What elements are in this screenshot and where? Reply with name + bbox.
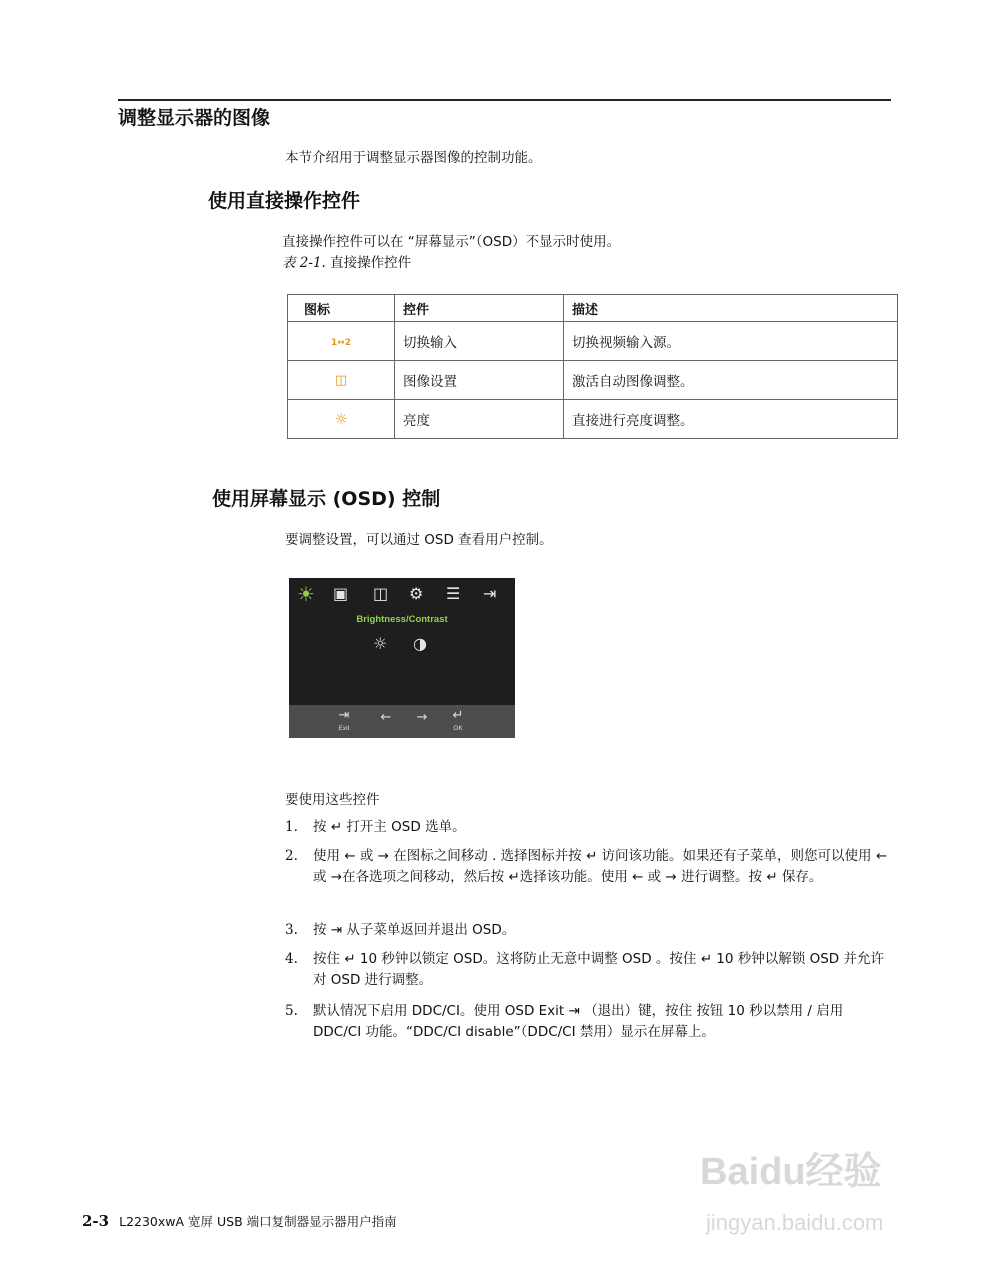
section-rule	[118, 99, 891, 101]
input-switch-icon: 1↔2	[330, 338, 352, 348]
control-name: 亮度	[395, 400, 564, 439]
usage-lead: 要使用这些控件	[285, 792, 380, 808]
contrast-setting-icon: ◑	[413, 634, 427, 653]
options-icon: ⚙	[409, 584, 424, 603]
exit-label: Exit	[338, 725, 350, 732]
osd-screenshot	[289, 578, 515, 738]
brightness-setting-icon: ☼	[373, 634, 388, 653]
table-caption	[282, 251, 411, 271]
page-number: 2-3	[82, 1212, 110, 1230]
control-description: 直接进行亮度调整。	[564, 400, 898, 439]
control-description: 切换视频输入源。	[564, 322, 898, 361]
direct-controls-heading: 使用直接操作控件	[208, 190, 361, 212]
right-arrow-icon: →	[416, 710, 428, 725]
watermark-logo: Baidu经验	[700, 1151, 882, 1193]
table-caption-number: 表 2-1.	[282, 255, 326, 271]
image-setup-icon: ◫	[373, 584, 389, 603]
footer-title: L2230xwA 宽屏 USB 端口复制器显示器用户指南	[119, 1214, 397, 1229]
exit-button-icon: ⇥	[338, 708, 350, 723]
osd-text: 要调整设置，可以通过 OSD 查看用户控制。	[285, 532, 553, 548]
osd-button-bar	[289, 705, 515, 738]
page-footer	[82, 1212, 397, 1230]
table-header-row	[288, 295, 898, 322]
osd-heading: 使用屏幕显示 (OSD) 控制	[212, 488, 441, 510]
brightness-icon: ☼	[334, 410, 348, 428]
header-description: 描述	[564, 295, 898, 322]
section-title: 调整显示器的图像	[118, 107, 271, 129]
osd-title: Brightness/Contrast	[356, 614, 448, 625]
watermark-url: jingyan.baidu.com	[706, 1210, 884, 1235]
table-row	[288, 400, 898, 439]
control-name: 图像设置	[395, 361, 564, 400]
enter-icon: ↵	[452, 708, 464, 723]
exit-icon: ⇥	[483, 584, 497, 603]
direct-controls-table	[287, 294, 898, 439]
header-control: 控件	[395, 295, 564, 322]
direct-controls-text: 直接操作控件可以在 “屏幕显示”（OSD）不显示时使用。	[282, 234, 621, 250]
control-name: 切换输入	[395, 322, 564, 361]
control-description: 激活自动图像调整。	[564, 361, 898, 400]
table-row	[288, 361, 898, 400]
table-caption-text: 直接操作控件	[325, 255, 412, 271]
image-properties-icon: ▣	[333, 584, 349, 603]
header-icon: 图标	[288, 295, 395, 322]
ok-label: OK	[453, 725, 463, 732]
left-arrow-icon: ←	[380, 710, 392, 725]
intro-text: 本节介绍用于调整显示器图像的控制功能。	[285, 150, 542, 166]
brightness-icon: ☀	[297, 582, 315, 606]
image-setup-icon: ◫	[334, 373, 348, 388]
menu-list-icon: ☰	[446, 584, 461, 603]
table-row	[288, 322, 898, 361]
